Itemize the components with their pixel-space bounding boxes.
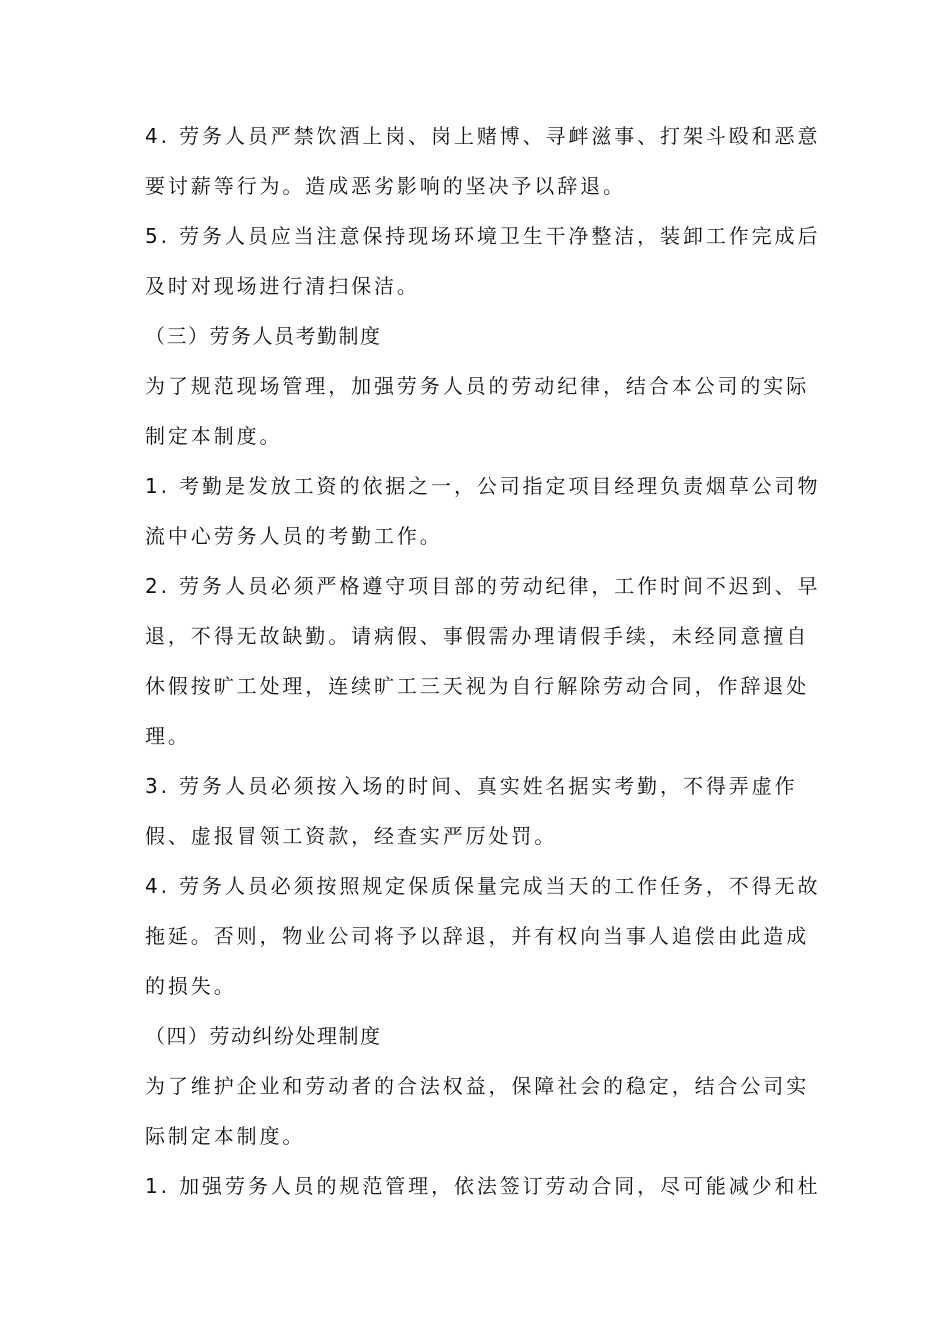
paragraph-line: 理。 [145, 724, 191, 748]
paragraph-line: 流中心劳务人员的考勤工作。 [145, 524, 443, 548]
paragraph-line: 休假按旷工处理，连续旷工三天视为自行解除劳动合同，作辞退处 [145, 674, 810, 698]
paragraph-line: 3. 劳务人员必须按入场的时间、真实姓名据实考勤，不得弄虚作 [145, 774, 798, 798]
paragraph-line: 为了维护企业和劳动者的合法权益，保障社会的稳定，结合公司实 [145, 1074, 810, 1098]
paragraph-line: 2. 劳务人员必须严格遵守项目部的劳动纪律，工作时间不迟到、早 [145, 574, 821, 598]
paragraph-line: 5. 劳务人员应当注意保持现场环境卫生干净整洁，装卸工作完成后 [145, 224, 821, 248]
paragraph-line: 1. 考勤是发放工资的依据之一，公司指定项目经理负责烟草公司物 [145, 474, 821, 498]
section-heading: （三）劳务人员考勤制度 [145, 324, 382, 348]
paragraph-line: 拖延。否则，物业公司将予以辞退，并有权向当事人追偿由此造成 [145, 924, 810, 948]
paragraph-line: 为了规范现场管理，加强劳务人员的劳动纪律，结合本公司的实际 [145, 374, 810, 398]
paragraph-line: 及时对现场进行清扫保洁。 [145, 274, 420, 298]
paragraph-line: 4. 劳务人员严禁饮酒上岗、岗上赌博、寻衅滋事、打架斗殴和恶意 [145, 124, 821, 148]
paragraph-line: 际制定本制度。 [145, 1124, 306, 1148]
paragraph-line: 假、虚报冒领工资款，经查实严厉处罚。 [145, 824, 558, 848]
paragraph-line: 4. 劳务人员必须按照规定保质保量完成当天的工作任务，不得无故 [145, 874, 821, 898]
document-body [145, 111, 821, 1211]
paragraph-line: 退，不得无故缺勤。请病假、事假需办理请假手续，未经同意擅自 [145, 624, 810, 648]
paragraph-line: 1. 加强劳务人员的规范管理，依法签订劳动合同，尽可能减少和杜 [145, 1174, 821, 1198]
section-heading: （四）劳动纠纷处理制度 [145, 1024, 382, 1048]
paragraph-line: 的损失。 [145, 974, 237, 998]
paragraph-line: 要讨薪等行为。造成恶劣影响的坚决予以辞退。 [145, 174, 626, 198]
paragraph-line: 制定本制度。 [145, 424, 283, 448]
